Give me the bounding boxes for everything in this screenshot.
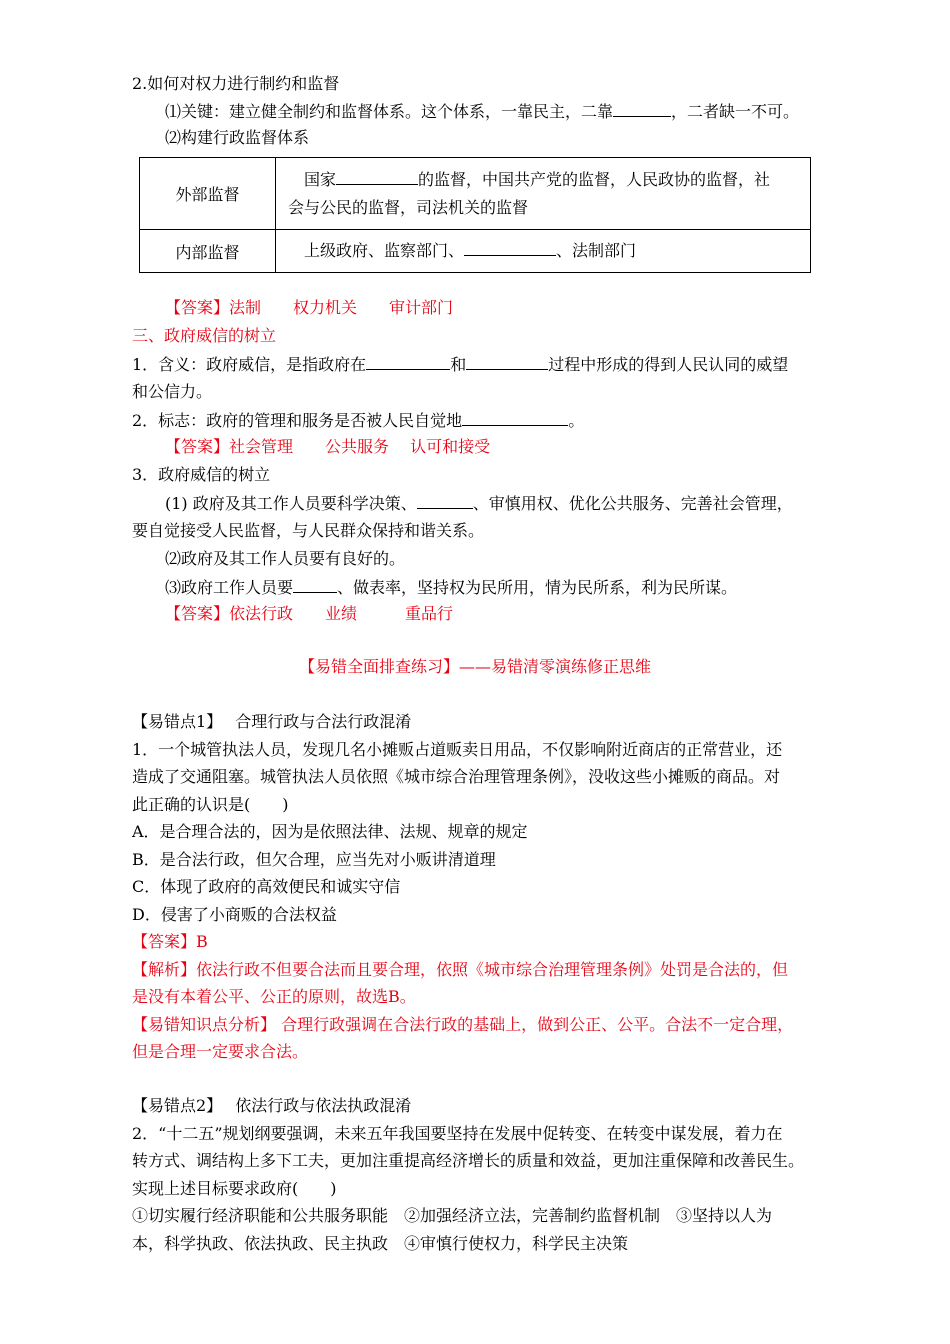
error-analysis: 但是合理一定要求合法。 (132, 1042, 309, 1061)
question-text: 转方式、调结构上多下工夫，更加注重提高经济增长的质量和效益，更加注重保障和改善民生。 (132, 1151, 805, 1170)
table-row (140, 158, 811, 230)
paragraph: (1) 政府及其工作人员要科学决策、 、审慎用权、优化公共服务、完善社会管理， (165, 494, 793, 513)
table-cell-label: 外部监督 (140, 158, 276, 230)
option-list: ①切实履行经济职能和公共服务职能 ②加强经济立法，完善制约监督机制 ③坚持以人为 (132, 1206, 773, 1225)
answer-blank (293, 577, 337, 593)
answer-line: 【答案】法制 权力机关 审计部门 (165, 298, 454, 317)
explanation: 【解析】依法行政不但要合法而且要合理，依照《城市综合治理管理条例》处罚是合法的，但 (132, 960, 789, 979)
answer-blank (417, 493, 473, 509)
error-point-title: 【易错点2】 依法行政与依法执政混淆 (132, 1096, 412, 1115)
table-cell-label: 内部监督 (140, 230, 276, 273)
paragraph: ⑵政府及其工作人员要有良好的。 (165, 549, 406, 568)
answer-line: 【答案】社会管理 公共服务 认可和接受 (165, 437, 491, 456)
paragraph: 和公信力。 (132, 382, 213, 401)
option-a: A．是合理合法的，因为是依照法律、法规、规章的规定 (132, 822, 528, 841)
error-point-title: 【易错点1】 合理行政与合法行政混淆 (132, 712, 412, 731)
table-row (140, 230, 811, 273)
section-heading: 三、政府威信的树立 (132, 326, 277, 345)
paragraph: ⑶政府工作人员要 、做表率，坚持权为民所用，情为民所系，利为民所谋。 (165, 578, 738, 597)
answer-blank (336, 169, 418, 185)
section-heading: 2.如何对权力进行制约和监督 (132, 74, 340, 93)
supervision-table (139, 157, 811, 273)
question-text: 2．“十二五”规划纲要强调，未来五年我国要坚持在发展中促转变、在转变中谋发展，着力在 (132, 1124, 783, 1143)
paragraph: 1．含义：政府威信，是指政府在 和 过程中形成的得到人民认同的威望 (132, 355, 789, 374)
option-d: D．侵害了小商贩的合法权益 (132, 905, 337, 924)
option-c: C．体现了政府的高效便民和诚实守信 (132, 877, 401, 896)
option-b: B．是合法行政，但欠合理，应当先对小贩讲清道理 (132, 850, 496, 869)
table-cell-content: 国家 的监督，中国共产党的监督，人民政协的监督，社 会与公民的监督，司法机关的监督 (276, 158, 811, 230)
section-heading: 3．政府威信的树立 (132, 465, 271, 484)
answer-blank (464, 240, 556, 256)
paragraph: 2．标志：政府的管理和服务是否被人民自觉地 。 (132, 411, 585, 430)
answer-line: 【答案】依法行政 业绩 重品行 (165, 604, 454, 623)
paragraph: ⑴关键：建立健全制约和监督体系。这个体系，一靠民主，二靠 ，二者缺一不可。 (165, 102, 800, 121)
question-text: 造成了交通阻塞。城管执法人员依照《城市综合治理管理条例》，没收这些小摊贩的商品。对 (132, 767, 781, 786)
paragraph: ⑵构建行政监督体系 (165, 128, 310, 147)
question-text: 1．一个城管执法人员，发现几名小摊贩占道贩卖日用品，不仅影响附近商店的正常营业，还 (132, 740, 783, 759)
option-list: 本，科学执政、依法执政、民主执政 ④审慎行使权力，科学民主决策 (132, 1234, 629, 1253)
error-analysis: 【易错知识点分析】 合理行政强调在合法行政的基础上，做到公正、公平。合法不一定合理， (132, 1015, 794, 1034)
answer-blank (613, 101, 671, 117)
explanation: 是没有本着公平、公正的原则，故选B。 (132, 987, 416, 1006)
paragraph: 要自觉接受人民监督，与人民群众保持和谐关系。 (132, 521, 485, 540)
table-cell-content: 上级政府、监察部门、 、法制部门 (276, 230, 811, 273)
answer-blank (462, 410, 568, 426)
question-text: 实现上述目标要求政府( ) (132, 1179, 337, 1198)
practice-title: 【易错全面排查练习】——易错清零演练修正思维 (298, 657, 651, 676)
answer-blank (466, 354, 548, 370)
answer-line: 【答案】B (132, 932, 208, 951)
question-text: 此正确的认识是( ) (132, 795, 289, 814)
answer-blank (366, 354, 450, 370)
